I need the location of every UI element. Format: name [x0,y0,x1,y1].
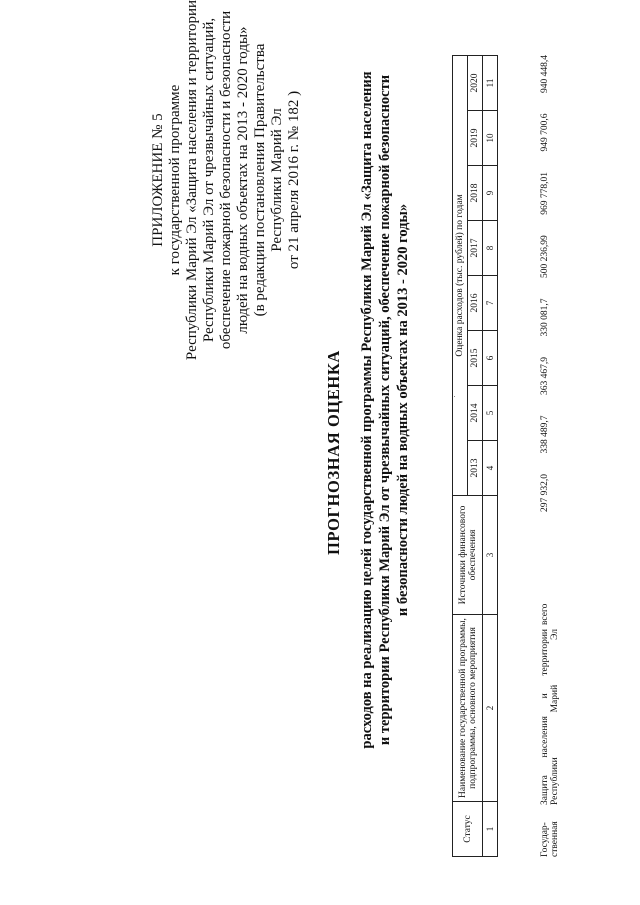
column-number: 2 [483,615,498,802]
document-title: ПРОГНОЗНАЯ ОЦЕНКА [324,350,343,555]
header-name: Наименование государственной программы, подпрограммы, основного мероприятия [453,615,483,802]
column-number: 11 [483,56,498,111]
appendix-line: (в редакции постановления Правительства [252,43,268,317]
column-number: 3 [483,496,498,615]
column-number: 9 [483,166,498,221]
column-number: 8 [483,221,498,276]
row-values [540,55,550,512]
row-value: 940 448,4 [540,55,550,93]
appendix-line: Республики Марий Эл «Защита населения и территории [184,0,200,361]
appendix-line: людей на водных объектах на 2013 - 2020 годы» [235,26,251,334]
row-source: всего [540,603,550,625]
subtitle-line: и территории Республики Марий Эл от чрезвычайных ситуаций, обеспечение пожарной безопасности [377,74,393,746]
appendix-line: от 21 апреля 2016 г. № 182 ) [286,90,302,270]
row-value: 363 467,9 [540,357,550,395]
header-estimate: Оценка расходов (тыс. рублей) по годам [453,56,468,496]
appendix-line: к государственной программе [167,84,183,276]
estimate-table [452,55,498,857]
column-number: 6 [483,331,498,386]
table-row [540,55,588,857]
row-value: 338 489,7 [540,415,550,454]
appendix-line: обеспечение пожарной безопасности и безопасности [218,10,234,350]
row-status: Государ-ственная [540,821,560,857]
row-name: Защита населения и территории Республики Марий Эл [540,629,560,805]
year-header: 2019 [468,111,483,166]
row-value: 297 932,0 [540,474,550,512]
year-header: 2018 [468,166,483,221]
appendix-block [150,0,303,365]
year-header: 2017 [468,221,483,276]
appendix-line: Республики Марий Эл [269,108,285,252]
header-status: Статус [453,802,483,857]
subtitle-line: и безопасности людей на водных объектах на 2013 - 2020 годы» [395,203,411,617]
row-value: 500 236,99 [540,235,550,278]
year-header: 2014 [468,386,483,441]
row-value: 330 081,7 [540,298,550,337]
row-value: 949 700,6 [540,113,550,152]
appendix-line: ПРИЛОЖЕНИЕ № 5 [150,113,166,247]
year-header: 2015 [468,331,483,386]
year-header: 2013 [468,441,483,496]
column-number: 5 [483,386,498,441]
header-source: Источники финансового обеспечения [453,496,483,615]
column-number: 1 [483,802,498,857]
subtitle-line: расходов на реализацию целей государственной программы Республики Марий Эл «Защита населения [359,71,375,749]
column-number: 10 [483,111,498,166]
document-subtitle [358,55,412,765]
appendix-line: Республики Марий Эл от чрезвычайных ситуаций, [201,17,217,343]
year-header: 2016 [468,276,483,331]
column-number: 7 [483,276,498,331]
column-number: 4 [483,441,498,496]
row-value: 969 778,01 [540,172,550,215]
year-header: 2020 [468,56,483,111]
